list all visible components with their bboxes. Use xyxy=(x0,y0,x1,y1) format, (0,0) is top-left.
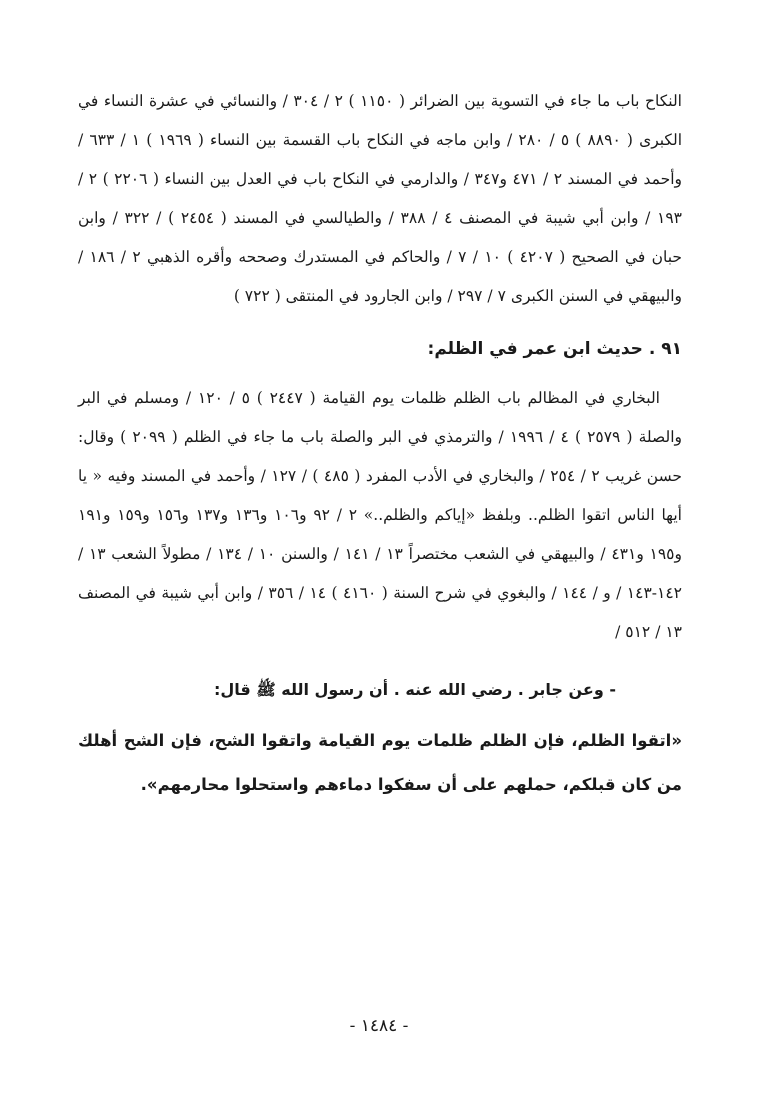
page-body xyxy=(78,82,682,807)
section-heading: ٩١ . حديث ابن عمر في الظلم: xyxy=(427,339,682,359)
page-number: - ١٤٨٤ - xyxy=(349,1016,409,1036)
hadith-text: «اتقوا الظلم، فإن الظلم ظلمات يوم القيامة واتقوا الشح، فإن الشح أهلك من كان قبلكم، حملهم على أن سفكوا دماءهم واستحلوا محارمهم». xyxy=(78,731,682,794)
hadith-intro: - وعن جابر . رضي الله عنه . أن رسول الله ﷺ قال: xyxy=(214,680,616,699)
footnote-paragraph-1: النكاح باب ما جاء في التسوية بين الضرائر ( ١١٥٠ ) ٢ / ٣٠٤ / والنسائي في عشرة النساء في الكبرى ( ٨٨٩٠ ) ٥ / ٢٨٠ / وابن ماجه في النكاح باب القسمة بين النساء ( ١٩٦٩ ) ١ / ٦٣٣ / وأحمد في المسند ٢ / ٤٧١ و٣٤٧ / والدارمي في النكاح باب في العدل بين النساء ( ٢٢٠٦ ) ٢ / ١٩٣ / وابن أبي شيبة في المصنف ٤ / ٣٨٨ / والطيالسي في المسند ( ٢٤٥٤ ) / ٣٢٢ / وابن حبان في الصحيح ( ٤٢٠٧ ) ١٠ / ٧ / والحاكم في المستدرك وصححه وأقره الذهبي ٢ / ١٨٦ / والبيهقي في السنن الكبرى ٧ / ٢٩٧ / وابن الجارود في المنتقى ( ٧٢٢ ) xyxy=(78,92,683,305)
footnote-paragraph-2: البخاري في المظالم باب الظلم ظلمات يوم القيامة ( ٢٤٤٧ ) ٥ / ١٢٠ / ومسلم في البر والصلة ( ٢٥٧٩ ) ٤ / ١٩٩٦ / والترمذي في البر والصلة باب ما جاء في الظلم ( ٢٠٩٩ ) وقال: حسن غريب ٢ / ٢٥٤ / والبخاري في الأدب المفرد ( ٤٨٥ ) / ١٢٧ / وأحمد في المسند وفيه « يا أيها الناس اتقوا الظلم.. وبلفظ «إياكم والظلم..» ٢ / ٩٢ و١٠٦ و١٣٦ و١٣٧ و١٥٦ و١٥٩ و١٩١ و١٩٥ و٤٣١ / والبيهقي في الشعب مختصراً ١٣ / ١٤١ / والسنن ١٠ / ١٣٤ / مطولاً الشعب ١٣ / ١٤٢-١٤٣ / و / ١٤٤ / والبغوي في شرح السنة ( ٤١٦٠ ) ١٤ / ٣٥٦ / وابن أبي شيبة في المصنف ١٣ / ٥١٢ / xyxy=(78,389,683,641)
